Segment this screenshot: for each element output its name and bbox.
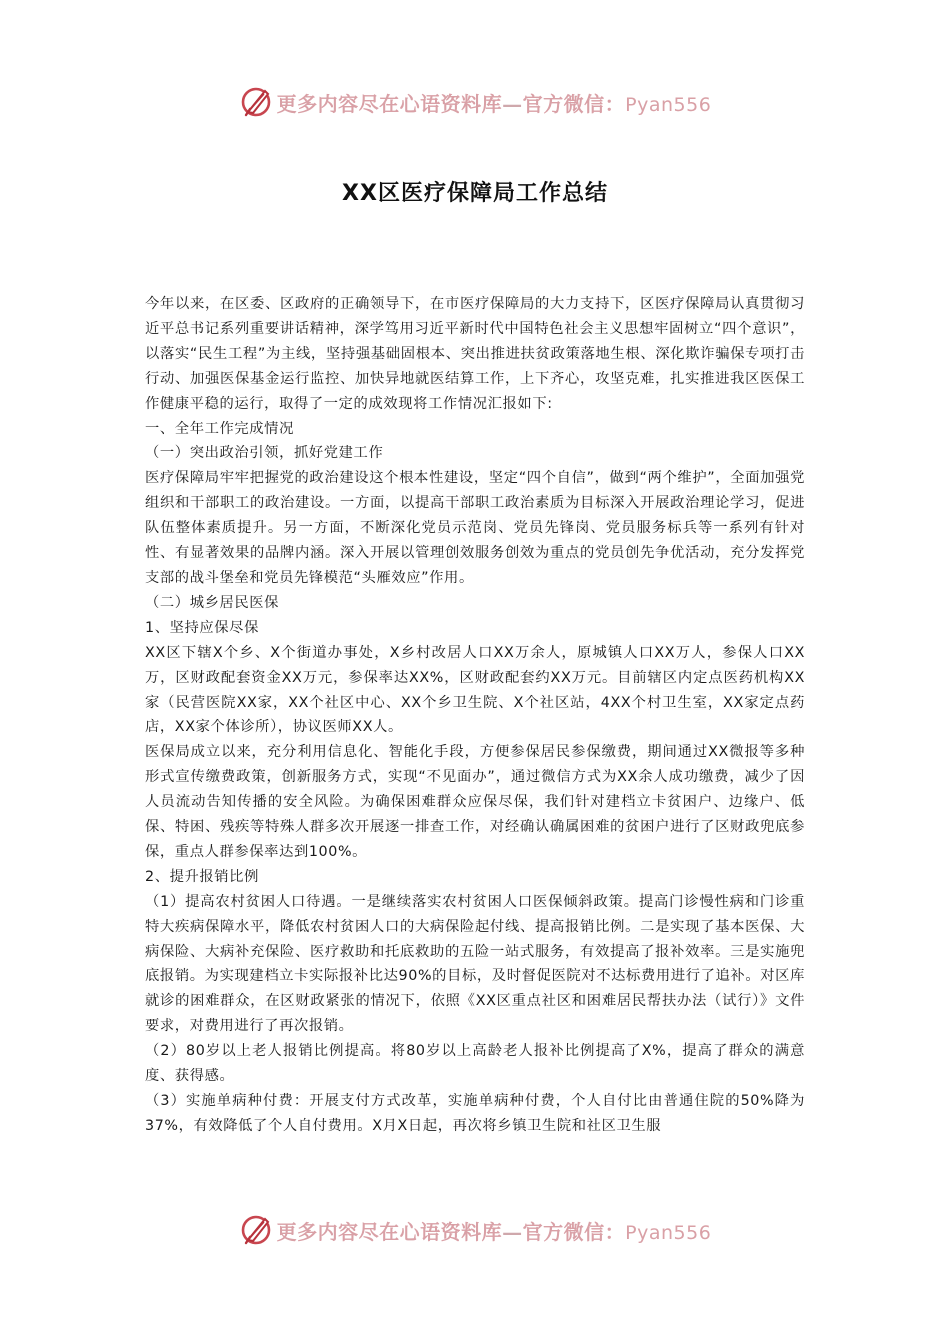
heading-item-2: 2、提升报销比例 <box>145 868 259 885</box>
paragraph-payment: 医保局成立以来，充分利用信息化、智能化手段，方便参保居民参保缴费，期间通过XX微报等多种形式宣传缴费政策，创新服务方式，实现“不见面办”，通过微信方式为XX余人成功缴费，减少了因人员流动告知传播的安全风险。为确保困难群众应保尽保，我们针对建档立卡贫困户、边缘户、低保、特困、残疾等特殊人群多次开展逐一排查工作，对经确认确属困难的贫困户进行了区财政兜底参保，重点人群参保率达到100%。 <box>145 744 805 860</box>
watermark-text: 更多内容尽在心语资料库—官方微信：Pyan556 <box>276 91 712 116</box>
watermark-banner-top <box>0 82 950 122</box>
paragraph-elderly: （2）80岁以上老人报销比例提高。将80岁以上高龄老人报补比例提高了X%，提高了群众的满意度、获得感。 <box>145 1043 805 1085</box>
watermark-text: 更多内容尽在心语资料库—官方微信：Pyan556 <box>276 1219 712 1244</box>
paragraph-poverty-benefits: （1）提高农村贫困人口待遇。一是继续落实农村贫困人口医保倾斜政策。提高门诊慢性病和门诊重特大疾病保障水平，降低农村贫困人口的大病保险起付线、提高报销比例。二是实现了基本医保、大病保险、大病补充保险、医疗救助和托底救助的五险一站式服务，有效提高了报补效率。三是实施兜底报销。为实现建档立卡实际报补比达90%的目标，及时督促医院对不达标费用进行了追补。对区库就诊的困难群众，在区财政紧张的情况下，依照《XX区重点社区和困难居民帮扶办法（试行）》文件要求，对费用进行了再次报销。 <box>145 893 805 1035</box>
heading-section-1: 一、全年工作完成情况 <box>145 420 294 437</box>
paragraph-single-disease: （3）实施单病种付费：开展支付方式改革，实施单病种付费，个人自付比由普通住院的50%降为37%，有效降低了个人自付费用。X月X日起，再次将乡镇卫生院和社区卫生服 <box>145 1093 805 1134</box>
paragraph-intro: 今年以来，在区委、区政府的正确领导下，在市医疗保障局的大力支持下，区医疗保障局认真贯彻习近平总书记系列重要讲话精神，深学笃用习近平新时代中国特色社会主义思想牢固树立“四个意识”，以落实“民生工程”为主线，坚持强基础固根本、突出推进扶贫政策落地生根、深化欺诈骗保专项打击行动、加强医保基金运行监控、加快异地就医结算工作，上下齐心，攻坚克难，扎实推进我区医保工作健康平稳的运行，取得了一定的成效现将工作情况汇报如下: <box>145 296 805 412</box>
heading-subsection-1: （一）突出政治引领，抓好党建工作 <box>145 445 384 462</box>
watermark-banner-bottom <box>0 1210 950 1250</box>
document-body <box>145 292 805 1139</box>
paragraph-coverage: XX区下辖X个乡、X个街道办事处，X乡村改居人口XX万余人，原城镇人口XX万人，参保人口XX万，区财政配套资金XX万元，参保率达XX%，区财政配套约XX万元。目前辖区内定点医药机构XX家（民营医院XX家，XX个社区中心、XX个乡卫生院、X个社区站，4XX个村卫生室，XX家定点药店，XX家个体诊所），协议医师XX人。 <box>145 644 805 736</box>
heading-item-1: 1、坚持应保尽保 <box>145 619 259 636</box>
document-title: XX区医疗保障局工作总结 <box>342 181 608 206</box>
heading-subsection-2: （二）城乡居民医保 <box>145 594 280 611</box>
paragraph-party-building: 医疗保障局牢牢把握党的政治建设这个根本性建设，坚定“四个自信”，做到“两个维护”，全面加强党组织和干部职工的政治建设。一方面，以提高干部职工政治素质为目标深入开展政治理论学习，促进队伍整体素质提升。另一方面，不断深化党员示范岗、党员先锋岗、党员服务标兵等一系列有针对性、有显著效果的品牌内涵。深入开展以管理创效服务创效为重点的党员创先争优活动，充分发挥党支部的战斗堡垒和党员先锋模范“头雁效应”作用。 <box>145 470 805 586</box>
quill-logo-icon <box>239 85 273 119</box>
quill-logo-icon <box>239 1213 273 1247</box>
